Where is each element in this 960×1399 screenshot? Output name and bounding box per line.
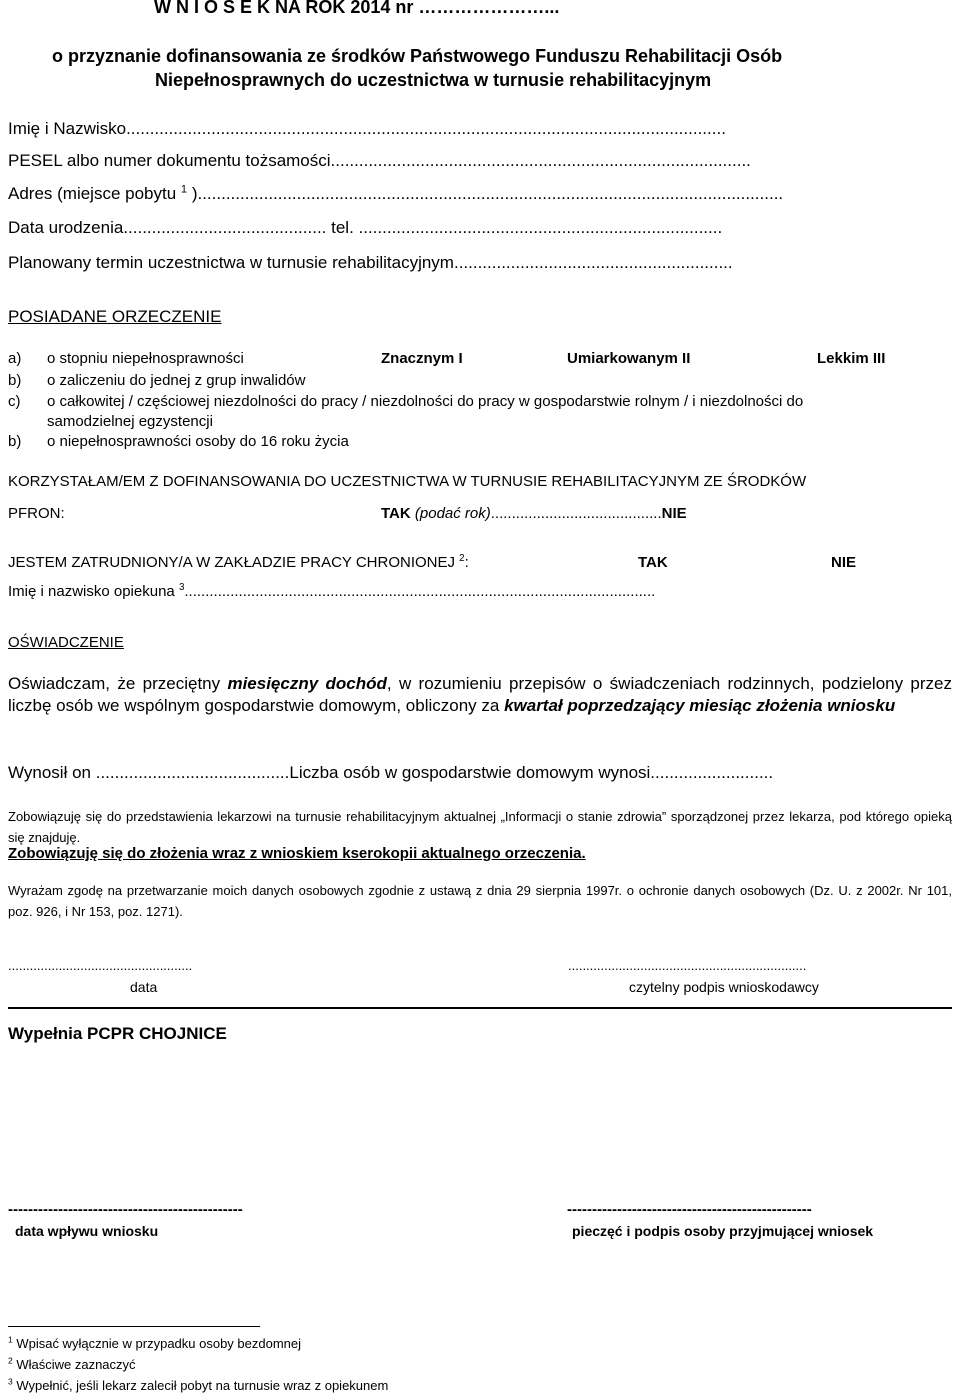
employment-label: JESTEM ZATRUDNIONY/A W ZAKŁADZIE PRACY CHRONIONEJ bbox=[8, 554, 455, 571]
declaration-text-c: , w rozumieniu przepisów o świadczeniach rodzinnych, podzielony przez liczbę osób we wspólnym gospodarstwie domowym, obliczony za bbox=[8, 674, 952, 715]
funding-year-dots[interactable]: ......................................... bbox=[490, 505, 662, 522]
declaration-heading: OŚWIADCZENIE bbox=[8, 634, 124, 651]
declaration-text-emphasis-2: kwartał poprzedzający miesiąc złożenia wniosku bbox=[504, 696, 896, 715]
footnote-divider bbox=[8, 1326, 260, 1327]
cert-row-c-text[interactable]: o całkowitej / częściowej niezdolności do pracy / niezdolności do pracy w gospodarstwie rolnym / i niezdolności do bbox=[47, 393, 804, 410]
funding-no-option[interactable]: NIE bbox=[661, 505, 687, 522]
form-title: W N I O S E K NA ROK 2014 nr …………………... bbox=[154, 0, 560, 17]
form-subtitle-line1: o przyznanie dofinansowania ze środków Państwowego Funduszu Rehabilitacji Osób bbox=[52, 46, 783, 66]
health-info-commitment: Zobowiązuję się do przedstawienia lekarzowi na turnusie rehabilitacyjnym aktualnej „Informacji o stanie zdrowia” sporządzonej przez lekarza, pod którego opieką się znajduję. bbox=[8, 809, 952, 845]
footnote-3-text: Wypełnić, jeśli lekarz zalecił pobyt na turnusie wraz z opiekunem bbox=[16, 1378, 389, 1393]
receipt-date-label: data wpływu wniosku bbox=[15, 1223, 159, 1239]
cert-row-a-letter: a) bbox=[8, 350, 22, 367]
applicant-signature-line[interactable]: .................................................................. bbox=[568, 958, 807, 973]
footnote-3 bbox=[8, 1378, 388, 1393]
cert-row-d-letter: b) bbox=[8, 433, 22, 450]
footnote-1-number: 1 bbox=[8, 1334, 13, 1345]
footnote-ref-2: 2 bbox=[459, 553, 465, 564]
degree-moderate-option[interactable]: Umiarkowanym II bbox=[567, 350, 691, 367]
cert-row-b-letter: b) bbox=[8, 372, 22, 389]
funding-answer[interactable] bbox=[381, 505, 687, 522]
cert-row-b-text[interactable]: o zaliczeniu do jednej z grup inwalidów bbox=[47, 372, 306, 389]
address-dots: )............................................................................................................................ bbox=[191, 184, 784, 203]
certificate-copy-commitment: Zobowiązuję się do złożenia wraz z wnioskiem kserokopii aktualnego orzeczenia. bbox=[8, 845, 586, 862]
footnote-2 bbox=[8, 1357, 136, 1372]
section-divider bbox=[8, 1007, 952, 1009]
footnote-ref-1: 1 bbox=[180, 183, 188, 196]
guardian-dots[interactable]: ................................................................................................................. bbox=[184, 583, 656, 600]
pesel-field[interactable]: PESEL albo numer dokumentu tożsamości......................................................................................... bbox=[8, 151, 751, 170]
certificate-heading: POSIADANE ORZECZENIE bbox=[8, 307, 222, 326]
receipt-date-line[interactable]: ----------------------------------------------- bbox=[8, 1201, 243, 1218]
cert-row-d-text[interactable]: o niepełnosprawności osoby do 16 roku życia bbox=[47, 433, 349, 450]
footnote-2-number: 2 bbox=[8, 1355, 13, 1366]
employment-no-option[interactable]: NIE bbox=[831, 554, 857, 571]
date-signature-line[interactable]: ................................................... bbox=[8, 958, 193, 973]
footnote-ref-3: 3 bbox=[178, 582, 185, 593]
receiver-signature-line[interactable]: ------------------------------------------------- bbox=[567, 1201, 812, 1218]
cert-row-a-text: o stopniu niepełnosprawności bbox=[47, 350, 244, 367]
cert-row-c-text-cont: samodzielnej egzystencji bbox=[47, 413, 213, 430]
income-household-field[interactable]: Wynosił on .........................................Liczba osób w gospodarstwie domowym wynosi.......................... bbox=[8, 763, 774, 782]
income-declaration-paragraph bbox=[8, 673, 952, 717]
employment-question bbox=[8, 554, 469, 571]
funding-yes-option[interactable]: TAK bbox=[381, 505, 411, 522]
footnote-3-number: 3 bbox=[8, 1376, 13, 1387]
footnote-1 bbox=[8, 1336, 301, 1351]
degree-significant-option[interactable]: Znacznym I bbox=[381, 350, 463, 367]
address-field[interactable] bbox=[8, 184, 783, 204]
guardian-label: Imię i nazwisko opiekuna bbox=[8, 583, 175, 600]
date-label: data bbox=[130, 979, 158, 995]
office-section-heading: Wypełnia PCPR CHOJNICE bbox=[8, 1024, 227, 1043]
degree-light-option[interactable]: Lekkim III bbox=[817, 350, 886, 367]
name-field[interactable]: Imię i Nazwisko............................................................................................................................... bbox=[8, 119, 726, 138]
guardian-field[interactable] bbox=[8, 583, 655, 600]
cert-row-c-letter: c) bbox=[8, 393, 21, 410]
footnote-1-text: Wpisać wyłącznie w przypadku osoby bezdomnej bbox=[16, 1336, 302, 1351]
funding-pfron-label: PFRON: bbox=[8, 505, 65, 522]
receiver-signature-label: pieczęć i podpis osoby przyjmującej wniosek bbox=[572, 1223, 874, 1239]
funding-question: KORZYSTAŁAM/EM Z DOFINANSOWANIA DO UCZESTNICTWA W TURNUSIE REHABILITACYJNYM ZE ŚRODKÓW bbox=[8, 473, 807, 490]
funding-year-hint: (podać rok) bbox=[410, 505, 491, 522]
declaration-text-emphasis-1: miesięczny dochód bbox=[227, 674, 387, 693]
footnote-2-text: Właściwe zaznaczyć bbox=[16, 1357, 136, 1372]
term-field[interactable]: Planowany termin uczestnictwa w turnusie rehabilitacyjnym........................................................... bbox=[8, 253, 733, 272]
form-subtitle-line2: Niepełnosprawnych do uczestnictwa w turnusie rehabilitacyjnym bbox=[155, 70, 712, 90]
address-label: Adres (miejsce pobytu bbox=[8, 184, 177, 203]
employment-yes-option[interactable]: TAK bbox=[638, 554, 668, 571]
birth-phone-field[interactable]: Data urodzenia........................................... tel. ............................................................................. bbox=[8, 218, 723, 237]
employment-colon: : bbox=[464, 554, 469, 571]
data-processing-consent: Wyrażam zgodę na przetwarzanie moich danych osobowych zgodnie z ustawą z dnia 29 sierpnia 1997r. o ochronie danych osobowych (Dz. U. z 2002r. Nr 101, poz. 926, i Nr 153, poz. 1271). bbox=[8, 883, 952, 919]
applicant-signature-label: czytelny podpis wnioskodawcy bbox=[629, 979, 819, 995]
declaration-text-a: Oświadczam, że przeciętny bbox=[8, 674, 228, 693]
